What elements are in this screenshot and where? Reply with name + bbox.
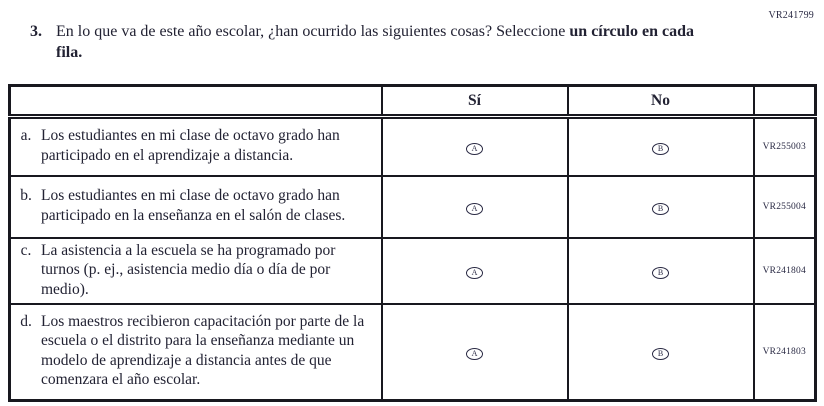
column-header-no: No — [568, 86, 754, 117]
statement-text: Los estudiantes en mi clase de octavo grado han participado en la enseñanza en el salón de clases. — [41, 186, 346, 224]
option-a-bubble-icon[interactable]: A — [466, 267, 483, 279]
row-code: VR255004 — [754, 176, 816, 238]
header-row — [10, 86, 816, 117]
row-code: VR241804 — [754, 238, 816, 305]
option-b-bubble-icon[interactable]: B — [652, 143, 669, 155]
option-a-bubble-icon[interactable]: A — [466, 203, 483, 215]
statement-text: La asistencia a la escuela se ha programado por turnos (p. ej., asistencia medio día o día de por medio). — [41, 241, 336, 298]
statement-cell — [10, 238, 382, 305]
row-letter: d. — [20, 312, 32, 330]
table-row-c — [10, 238, 816, 305]
table-row-d — [10, 304, 816, 400]
option-b-bubble-icon[interactable]: B — [652, 203, 669, 215]
row-code: VR241803 — [754, 304, 816, 400]
option-b-bubble-icon[interactable]: B — [652, 348, 669, 360]
question-text — [56, 22, 711, 64]
si-cell — [382, 304, 568, 400]
si-cell — [382, 176, 568, 238]
table-row-b — [10, 176, 816, 238]
row-letter: c. — [20, 241, 32, 259]
row-letter: a. — [20, 127, 32, 145]
header-statement-empty — [10, 86, 382, 117]
no-cell — [568, 238, 754, 305]
form-code: VR241799 — [768, 10, 814, 21]
column-header-si: Sí — [382, 86, 568, 117]
statement-cell — [10, 304, 382, 400]
table-row-a — [10, 117, 816, 176]
header-code-empty — [754, 86, 816, 117]
question-number: 3. — [30, 23, 42, 40]
question-text-regular: En lo que va de este año escolar, ¿han ocurrido las siguientes cosas? Seleccione — [56, 23, 566, 40]
survey-table — [8, 84, 817, 402]
si-cell — [382, 117, 568, 176]
question-text-bold: un círculo en cada fila. — [56, 23, 694, 61]
no-cell — [568, 304, 754, 400]
statement-text: Los estudiantes en mi clase de octavo grado han participado en el aprendizaje a distancia. — [41, 127, 340, 164]
no-cell — [568, 176, 754, 238]
statement-cell — [10, 176, 382, 238]
row-letter: b. — [20, 186, 32, 204]
option-b-bubble-icon[interactable]: B — [652, 267, 669, 279]
statement-cell — [10, 117, 382, 176]
si-cell — [382, 238, 568, 305]
no-cell — [568, 117, 754, 176]
question-block — [30, 22, 730, 64]
option-a-bubble-icon[interactable]: A — [466, 348, 483, 360]
statement-text: Los maestros recibieron capacitación por parte de la escuela o el distrito para la enseñanza mediante un modelo de aprendizaje a distancia antes de que comenzara el año escolar. — [41, 312, 365, 389]
row-code: VR255003 — [754, 117, 816, 176]
option-a-bubble-icon[interactable]: A — [466, 143, 483, 155]
